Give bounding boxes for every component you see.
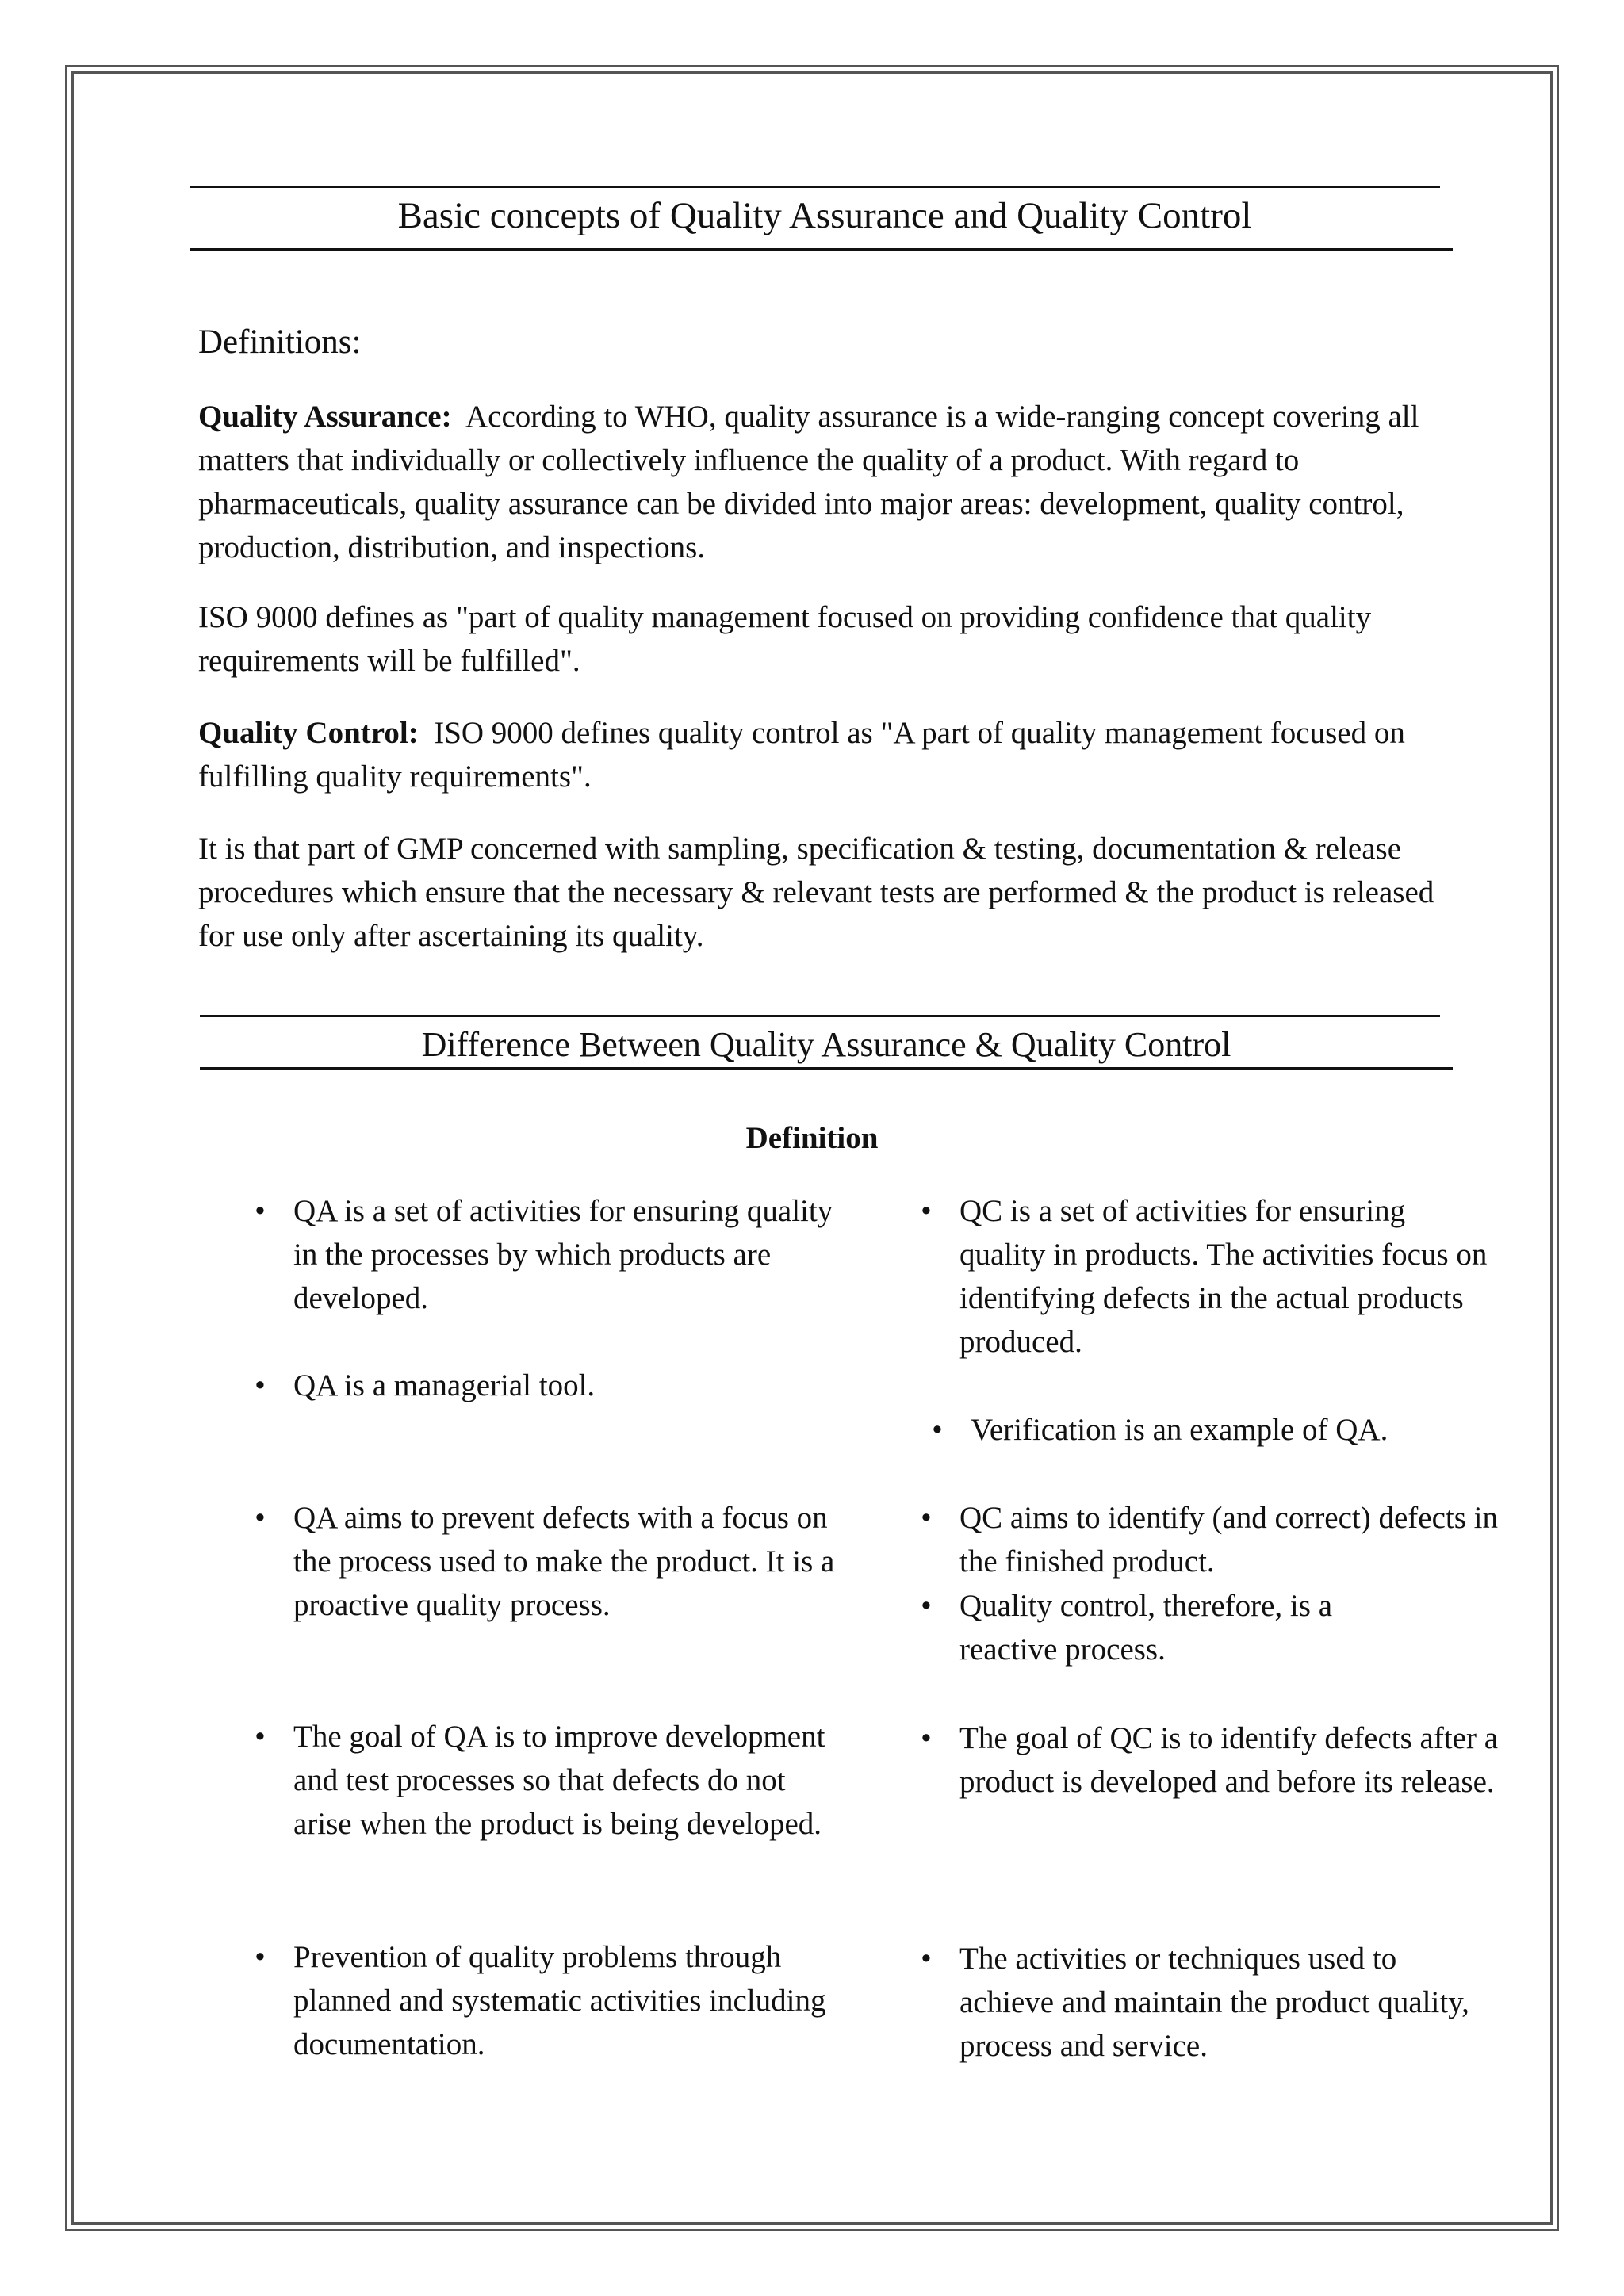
bullet: • (921, 1194, 932, 1228)
qc-point (910, 1716, 1499, 1804)
difference-rule-bottom (200, 1067, 1453, 1070)
difference-rule-top (200, 1015, 1440, 1017)
qa-point (244, 1935, 848, 2066)
bullet: • (921, 1589, 932, 1623)
gmp-paragraph: It is that part of GMP concerned with sampling, specification & testing, documentation & release procedures which ensure that the necessary & relevant tests are performed & the product is released for use only after ascertaining its quality. (198, 832, 1434, 953)
qc-point (910, 1189, 1499, 1364)
qc-point (910, 1584, 1404, 1671)
bullet: • (255, 1720, 266, 1754)
qa-point-text: QA is a managerial tool. (293, 1368, 596, 1402)
iso-qa-paragraph: ISO 9000 defines as "part of quality management focused on providing confidence that quality requirements will be fulfilled". (198, 600, 1372, 678)
qc-point (921, 1408, 1542, 1452)
qc-point (910, 1496, 1499, 1583)
qa-definition-text: According to WHO, quality assurance is a wide-ranging concept covering all matters that individually or collectively influence the quality of a product. With regard to pharmaceuticals, quality assurance can be divided into major areas: development, quality control, production, distribution, and inspections. (198, 400, 1419, 564)
document-title: Basic concepts of Quality Assurance and Quality Control (397, 195, 1252, 236)
qa-point (244, 1364, 848, 1407)
bullet: • (921, 1942, 932, 1976)
title-rule-bottom (190, 248, 1453, 251)
title-rule-top (190, 186, 1440, 188)
qa-point-text: The goal of QA is to improve development and test processes so that defects do not arise when the product is being developed. (293, 1720, 825, 1841)
bullet: • (921, 1501, 932, 1535)
qa-term: Quality Assurance: (198, 400, 452, 434)
bullet: • (921, 1721, 932, 1755)
bullet: • (255, 1194, 266, 1228)
qc-point-text: QC is a set of activities for ensuring quality in products. The activities focus on identifying defects in the actual products produced. (959, 1194, 1488, 1359)
qc-point-text: Verification is an example of QA. (971, 1413, 1388, 1447)
qc-point-text: Quality control, therefore, is a reactive process. (959, 1589, 1332, 1667)
qa-point (244, 1496, 848, 1627)
definitions-heading: Definitions: (198, 323, 362, 361)
qc-definition-paragraph (198, 711, 1435, 798)
qa-point-text: QA is a set of activities for ensuring quality in the processes by which products are developed. (293, 1194, 833, 1315)
qc-definition-text: ISO 9000 defines quality control as "A part of quality management focused on fulfilling quality requirements". (198, 716, 1405, 794)
qa-definition-paragraph (198, 395, 1435, 569)
qc-point-text: QC aims to identify (and correct) defects in the finished product. (959, 1501, 1499, 1578)
bullet: • (255, 1940, 266, 1974)
definition-subheading: Definition (745, 1121, 879, 1155)
qc-point (910, 1937, 1499, 2068)
qa-point-text: QA aims to prevent defects with a focus on the process used to make the product. It is a proactive quality process. (293, 1501, 835, 1622)
qa-point-text: Prevention of quality problems through planned and systematic activities including documentation. (293, 1940, 826, 2061)
difference-title: Difference Between Quality Assurance & Quality Control (421, 1025, 1231, 1064)
qc-point-text: The activities or techniques used to achieve and maintain the product quality, process and service. (959, 1942, 1469, 2063)
qa-point (244, 1715, 848, 1846)
bullet: • (255, 1368, 266, 1402)
qa-point (244, 1189, 848, 1320)
qc-point-text: The goal of QC is to identify defects after a product is developed and before its release. (959, 1721, 1499, 1799)
bullet: • (255, 1501, 266, 1535)
bullet: • (932, 1413, 943, 1447)
qc-term: Quality Control: (198, 716, 419, 750)
